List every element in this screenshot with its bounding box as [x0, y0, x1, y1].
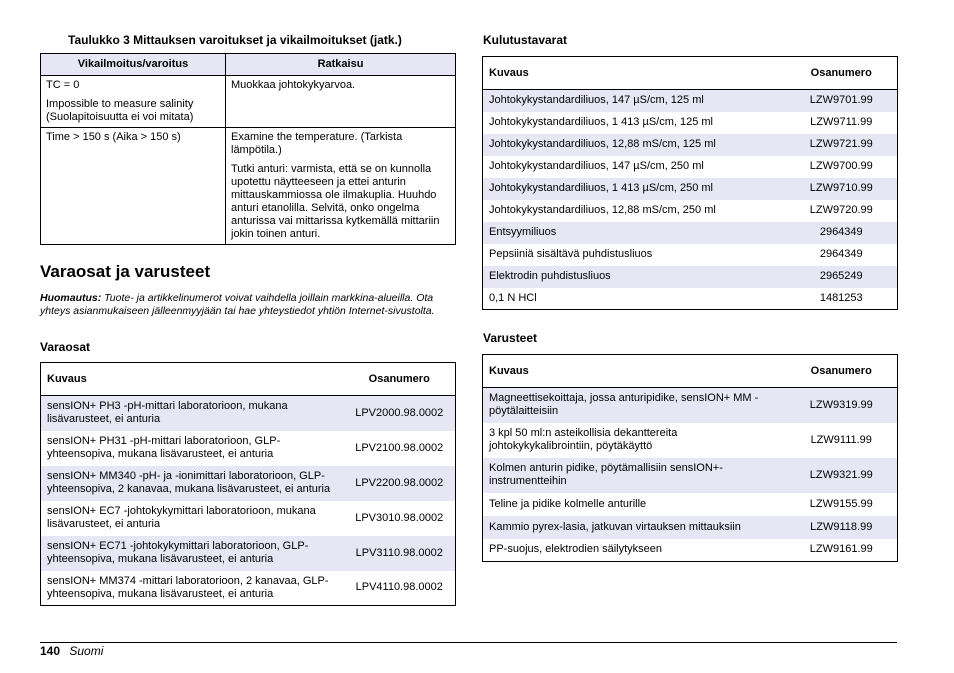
part-number-cell: LZW9721.99: [809, 138, 873, 150]
column-header: Osanumero: [786, 57, 898, 90]
part-number-cell: LZW9710.99: [809, 182, 873, 194]
description-cell: sensION+ PH3 -pH-mittari laboratorioon, mukana lisävarusteet, ei anturia: [47, 400, 288, 426]
part-number-cell: LPV2000.98.0002: [355, 406, 444, 419]
solution-text: Tutki anturi: varmista, että se on kunnolla upotettu näytteeseen ja ettei anturin mittauskammiossa ole ilmakuplia. Huuhdo anturi etanolilla. Selvitä, onko ongelma anturissa vai mittarissa kytkemällä mittariin jokin toinen anturi.: [231, 163, 440, 240]
solution-text: Examine the temperature. (Tarkista lämpötila.): [231, 131, 403, 156]
part-number-cell: LZW9161.99: [809, 543, 873, 556]
table-row: [483, 244, 898, 266]
error-cell: [41, 76, 226, 128]
description-cell: sensION+ EC7 -johtokykymittari laboratorioon, mukana lisävarusteet, ei anturia: [47, 505, 316, 530]
part-number-cell: LPV3010.98.0002: [355, 511, 444, 524]
description-cell: Pepsiiniä sisältävä puhdistusliuos: [489, 248, 653, 260]
table-row: [483, 516, 898, 539]
description-cell: 3 kpl 50 ml:n asteikollisia dekanttereita johtokykykalibrointiin, pöytäkäyttö: [489, 427, 678, 452]
error-text: Time > 150 s (Aika > 150 s): [46, 131, 181, 143]
note-text: Tuote- ja artikkelinumerot voivat vaihdella joillain markkina-alueilla. Ota yhteys asianmukaiseen jälleenmyyjään tai hae yhteystiedot yhtiön Internet-sivustolta.: [40, 292, 435, 317]
table-row: [41, 128, 456, 245]
column-header: Kuvaus: [483, 355, 786, 388]
description-cell: Elektrodin puhdistusliuos: [489, 270, 611, 282]
note: [40, 292, 450, 318]
description-cell: sensION+ PH31 -pH-mittari laboratorioon, GLP-yhteensopiva, mukana lisävarusteet, ei anturia: [47, 435, 281, 460]
table-row: [483, 222, 898, 244]
solution-cell: [226, 76, 456, 128]
column-header: Kuvaus: [41, 363, 344, 396]
part-number-cell: 2964349: [819, 226, 863, 238]
part-number-cell: 2964349: [819, 248, 863, 260]
footer-language: Suomi: [69, 644, 104, 658]
description-cell: Kolmen anturin pidike, pöytämallisiin sensION+-instrumentteihin: [489, 462, 723, 487]
error-text: TC = 0: [46, 79, 80, 91]
table-row: [483, 112, 898, 134]
part-number-cell: LPV2100.98.0002: [355, 441, 444, 454]
varusteet-table: [482, 354, 898, 562]
description-cell: sensION+ MM340 -pH- ja -ionimittari laboratorioon, GLP-yhteensopiva, 2 kanavaa, mukana lisävarusteet, ei anturia: [47, 470, 331, 495]
description-cell: Johtokykystandardiliuos, 147 µS/cm, 125 ml: [489, 94, 704, 107]
column-header: Osanumero: [786, 355, 898, 388]
description-cell: Kammio pyrex-lasia, jatkuvan virtauksen mittauksiin: [489, 520, 741, 533]
section-title: Varaosat ja varusteet: [40, 262, 211, 281]
part-number-cell: LPV4110.98.0002: [355, 581, 443, 594]
part-number-cell: LZW9321.99: [809, 468, 873, 481]
varaosat-heading: Varaosat: [40, 340, 91, 354]
table-header-row: [483, 355, 898, 388]
table-row: [483, 539, 898, 562]
error-cell: [41, 128, 226, 245]
table-header-row: [41, 54, 456, 76]
error-text: Impossible to measure salinity (Suolapitoisuutta ei voi mitata): [46, 98, 194, 123]
description-cell: Johtokykystandardiliuos, 1 413 µS/cm, 125 ml: [489, 116, 714, 128]
table-caption: Taulukko 3 Mittauksen varoitukset ja vikailmoitukset (jatk.): [68, 33, 402, 47]
part-number-cell: LZW9111.99: [810, 433, 872, 446]
table-header-row: [41, 363, 456, 396]
part-number-cell: LPV2200.98.0002: [355, 476, 444, 489]
page-footer: [40, 644, 103, 658]
table-row: [41, 76, 456, 128]
description-cell: Johtokykystandardiliuos, 147 µS/cm, 250 ml: [489, 160, 704, 172]
warnings-table: [40, 53, 456, 245]
table-row: [483, 266, 898, 288]
varusteet-heading: Varusteet: [483, 331, 538, 345]
part-number-cell: LZW9319.99: [809, 398, 873, 411]
table-row: [41, 466, 456, 501]
column-header: Ratkaisu: [226, 54, 456, 76]
part-number-cell: LZW9155.99: [809, 497, 873, 510]
description-cell: PP-suojus, elektrodien säilytykseen: [489, 543, 663, 556]
kulutustavarat-table: [482, 56, 898, 310]
footer-rule: [40, 642, 897, 643]
part-number-cell: LZW9701.99: [809, 94, 873, 107]
table-row: [483, 178, 898, 200]
table-row: [483, 458, 898, 493]
description-cell: Johtokykystandardiliuos, 1 413 µS/cm, 250 ml: [489, 182, 714, 194]
part-number-cell: LZW9118.99: [810, 520, 873, 533]
description-cell: Johtokykystandardiliuos, 12,88 mS/cm, 125 ml: [489, 138, 716, 150]
description-cell: sensION+ EC71 -johtokykymittari laboratorioon, GLP-yhteensopiva, mukana lisävarusteet, ei anturia: [47, 540, 309, 565]
table-row: [41, 431, 456, 466]
table-row: [483, 288, 898, 310]
description-cell: Johtokykystandardiliuos, 12,88 mS/cm, 250 ml: [489, 204, 716, 216]
table-row: [483, 90, 898, 112]
part-number-cell: 1481253: [819, 291, 863, 304]
part-number-cell: LZW9700.99: [809, 160, 873, 172]
table-row: [41, 501, 456, 536]
table-row: [41, 396, 456, 431]
part-number-cell: LZW9720.99: [809, 204, 873, 216]
description-cell: Teline ja pidike kolmelle anturille: [489, 497, 647, 510]
solution-cell: [226, 128, 456, 245]
part-number-cell: 2965249: [819, 270, 863, 282]
description-cell: Magneettisekoittaja, jossa anturipidike, sensION+ MM - pöytälaitteisiin: [489, 392, 759, 418]
description-cell: Entsyymiliuos: [489, 226, 557, 238]
table-row: [483, 134, 898, 156]
table-row: [41, 571, 456, 606]
column-header: Kuvaus: [483, 57, 786, 90]
table-row: [483, 423, 898, 458]
column-header: Vikailmoitus/varoitus: [41, 54, 226, 76]
table-header-row: [483, 57, 898, 90]
table-row: [41, 536, 456, 571]
part-number-cell: LPV3110.98.0002: [355, 546, 443, 559]
solution-text: Muokkaa johtokykyarvoa.: [231, 79, 356, 91]
kulutustavarat-heading: Kulutustavarat: [483, 33, 568, 47]
table-row: [483, 493, 898, 516]
page-number: 140: [40, 644, 61, 658]
part-number-cell: LZW9711.99: [810, 116, 873, 128]
column-header: Osanumero: [344, 363, 456, 396]
table-row: [483, 388, 898, 423]
table-row: [483, 200, 898, 222]
description-cell: sensION+ MM374 -mittari laboratorioon, 2 kanavaa, GLP-yhteensopiva, mukana lisävarusteet, ei anturia: [47, 574, 329, 600]
note-label: Huomautus:: [40, 292, 102, 304]
varaosat-table: [40, 362, 456, 606]
description-cell: 0,1 N HCl: [489, 291, 537, 304]
table-row: [483, 156, 898, 178]
